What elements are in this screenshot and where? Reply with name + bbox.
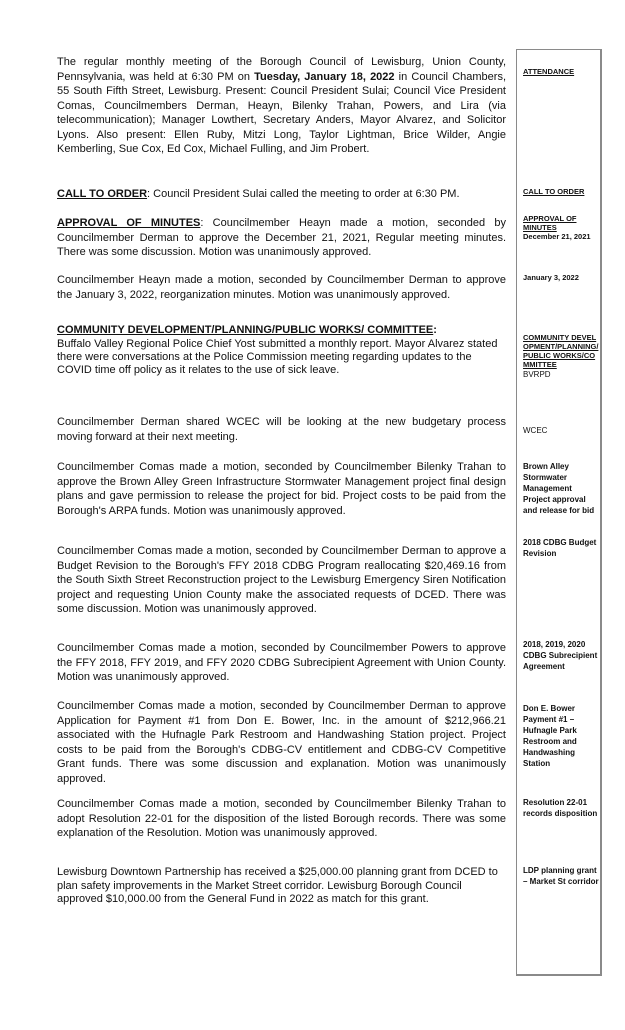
margin-note-subrecipient-agreement: 2018, 2019, 2020 CDBG Subrecipient Agreement <box>523 640 598 671</box>
resolution-text: Councilmember Comas made a motion, seconded by Councilmember Bilenky Trahan to adopt Resolution 22-01 for the disposition of the listed Borough records. There was some explanation of the Resolution. Motion was unanimously approved. <box>57 798 506 839</box>
community-committee-heading: COMMUNITY DEVELOPMENT/PLANNING/PUBLIC WORKS/ COMMITTEE <box>57 324 434 336</box>
margin-note-approval-heading: APPROVAL OF MINUTES <box>523 214 577 232</box>
wcec-paragraph <box>57 415 506 444</box>
meeting-date: Tuesday, January 18, 2022 <box>254 70 395 83</box>
january-minutes-text: Councilmember Heayn made a motion, seconded by Councilmember Derman to approve the January 3, 2022, reorganization minutes. Motion was unanimously approved. <box>57 274 506 301</box>
margin-annotation-box <box>516 49 602 976</box>
attendance-text-lead: The regular monthly meeting of the Borough Council of Lewisburg, Union County, Pennsylvania, was held at 6:30 PM on <box>57 56 506 83</box>
approval-of-minutes-heading: APPROVAL OF MINUTES <box>57 217 201 229</box>
january-minutes-paragraph <box>57 273 506 302</box>
bower-payment-text: Councilmember Comas made a motion, seconded by Councilmember Derman to approve Application for Payment #1 from Don E. Bower, Inc. in the amount of $212,966.21 associated with the Hufnagle Park Restroom and Handwashing Station project. Project costs to be paid from the Borough's CDBG-CV entitlement and CDBG-CV Competitive Grant funds. There was some discussion and explanation. Motion was unanimously approved. <box>57 700 506 785</box>
subrecipient-agreement-text: Councilmember Comas made a motion, seconded by Councilmember Powers to approve the FFY 2018, FFY 2019, and FFY 2020 CDBG Subrecipient Agreement with Union County. Motion was unanimously approved. <box>57 642 506 683</box>
ldp-grant-text: Lewisburg Downtown Partnership has received a $25,000.00 planning grant from DCED to plan safety improvements in the Market Street corridor. Lewisburg Borough Council approved $10,000.00 from the General Fund in 2022 as match for this grant. <box>57 866 498 905</box>
margin-note-wcec: WCEC <box>523 426 548 435</box>
margin-note-budget-revision: 2018 CDBG Budget Revision <box>523 538 597 558</box>
brown-alley-text: Councilmember Comas made a motion, seconded by Councilmember Bilenky Trahan to approve the Brown Alley Green Infrastructure Stormwater Management project final design plans and gave permission to release the project for bid. Project costs to be paid from the Borough's ARPA funds. Motion was unanimously approved. <box>57 461 506 517</box>
community-committee-heading-line <box>57 323 506 338</box>
budget-revision-text: Councilmember Comas made a motion, seconded by Councilmember Derman to approve a Budget Revision to the Borough's FFY 2018 CDBG Program reallocating $20,469.16 from the South Sixth Street Reconstruction project to the Lewisburg Emergency Siren Notification project and requesting Union County make the associated requests of DCED. There was some discussion. Motion was unanimously approved. <box>57 545 506 615</box>
resolution-paragraph <box>57 797 506 841</box>
community-committee-colon: : <box>433 324 437 336</box>
margin-note-bvrpd: BVRPD <box>523 370 551 379</box>
margin-note-bower-payment: Don E. Bower Payment #1 – Hufnagle Park Restroom and Handwashing Station <box>523 704 577 768</box>
margin-note-january-date: January 3, 2022 <box>523 273 579 282</box>
approval-of-minutes-text: : Councilmember Heayn made a motion, seconded by Councilmember Derman to approve the December 21, 2021, Regular meeting minutes. There was some discussion. Motion was unanimously approved. <box>57 217 506 258</box>
margin-note-resolution: Resolution 22-01 records disposition <box>523 798 598 818</box>
budget-revision-paragraph <box>57 544 506 617</box>
call-to-order-text: : Council President Sulai called the meeting to order at 6:30 PM. <box>147 188 460 200</box>
attendance-text-rest: in Council Chambers, 55 South Fifth Street, Lewisburg. Present: Council President Sulai; Council Vice President Comas, Councilmembers Derman, Heayn, Bilenky Trahan, Powers, and Lira (via telecommunication); Manager Lowthert, Secretary Anders, Mayor Alvarez, and Solicitor Lyons. Also present: Ellen Ruby, Mitzi Long, Taylor Lightman, Brice Wilder, Angie Kemberling, Sue Cox, Ed Cox, Michael Fulling, and Jim Probert. <box>57 70 506 155</box>
margin-note-community-committee <box>523 333 599 380</box>
margin-note-community-heading: COMMUNITY DEVELOPMENT/PLANNING/PUBLIC WORKS/COMMITTEE <box>523 333 599 369</box>
approval-of-minutes-paragraph <box>57 216 506 260</box>
community-committee-body: Buffalo Valley Regional Police Chief Yost submitted a monthly report. Mayor Alvarez stated there were conversations at the Police Commission meeting regarding updates to the COVID time off policy as it relates to the use of sick leave. <box>57 337 498 376</box>
bower-payment-paragraph <box>57 699 506 786</box>
margin-note-attendance: ATTENDANCE <box>523 67 575 76</box>
margin-note-brown-alley: Brown Alley Stormwater Management Project approval and release for bid <box>523 462 595 515</box>
margin-note-december-date: December 21, 2021 <box>523 232 591 241</box>
call-to-order-heading: CALL TO ORDER <box>57 188 148 200</box>
brown-alley-paragraph <box>57 460 506 518</box>
call-to-order-paragraph <box>57 187 506 202</box>
margin-note-call-to-order: CALL TO ORDER <box>523 187 585 196</box>
wcec-text: Councilmember Derman shared WCEC will be looking at the new budgetary process moving forward at their next meeting. <box>57 416 506 443</box>
ldp-grant-paragraph <box>57 866 506 907</box>
community-committee-section <box>57 323 506 377</box>
subrecipient-agreement-paragraph <box>57 641 506 685</box>
margin-note-ldp-grant: LDP planning grant – Market St corridor <box>523 866 599 886</box>
margin-note-approval-of-minutes <box>523 214 599 242</box>
attendance-paragraph <box>57 55 506 157</box>
